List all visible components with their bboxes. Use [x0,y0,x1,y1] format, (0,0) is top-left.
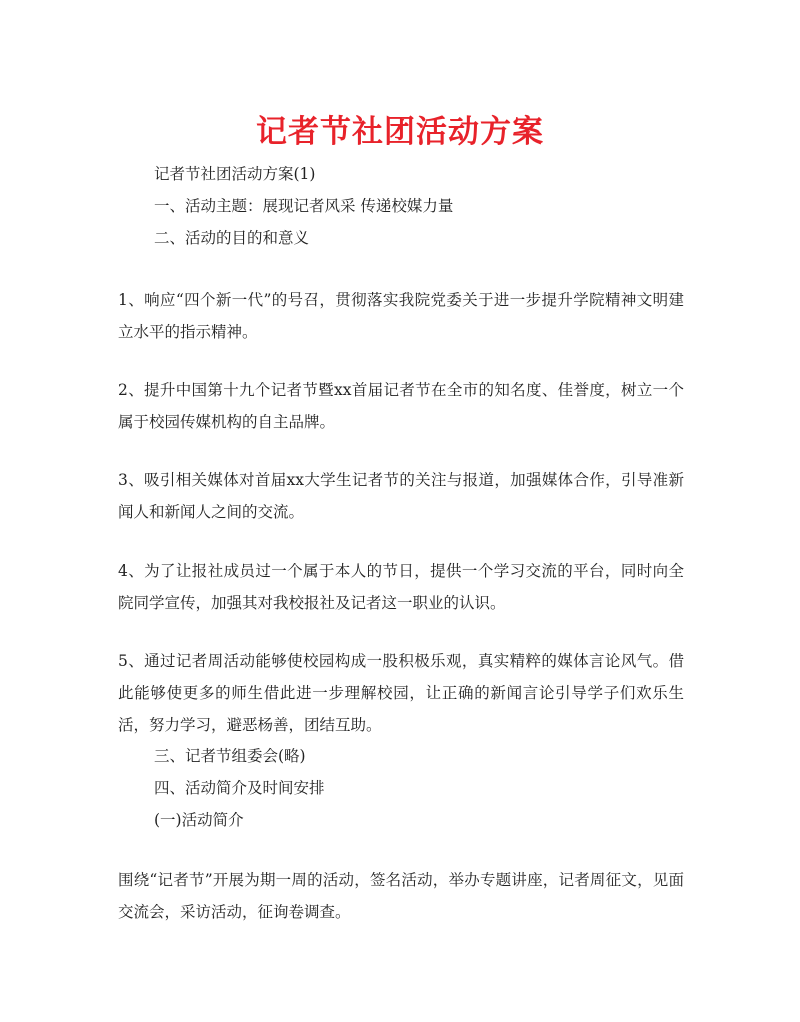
section-heading-schedule: 四、活动简介及时间安排 [154,779,325,797]
intro-paragraph: 围绕“记者节”开展为期一周的活动，签名活动，举办专题讲座，记者周征文，见面交流会，采访活动，征询卷调查。 [118,871,684,921]
purpose-item-4: 4、为了让报社成员过一个属于本人的节日，提供一个学习交流的平台，同时向全院同学宣传，加强其对我校报社及记者这一职业的认识。 [118,562,684,612]
purpose-item-3: 3、吸引相关媒体对首届xx大学生记者节的关注与报道，加强媒体合作，引导准新闻人和新闻人之间的交流。 [118,471,684,521]
document-subtitle: 记者节社团活动方案(1) [154,165,316,183]
purpose-item-5: 5、通过记者周活动能够使校园构成一股积极乐观，真实精粹的媒体言论风气。借此能够使更多的师生借此进一步理解校园，让正确的新闻言论引导学子们欢乐生活，努力学习，避恶杨善，团结互助。 [118,652,684,734]
document-title: 记者节社团活动方案 [256,114,544,150]
purpose-item-2: 2、提升中国第十九个记者节暨xx首届记者节在全市的知名度、佳誉度，树立一个属于校园传媒机构的自主品牌。 [118,381,684,431]
purpose-item-1: 1、响应“四个新一代”的号召，贯彻落实我院党委关于进一步提升学院精神文明建立水平的指示精神。 [118,291,684,341]
section-heading-purpose: 二、活动的目的和意义 [154,229,310,247]
section-heading-theme: 一、活动主题：展现记者风采 传递校媒力量 [154,197,454,215]
section-heading-committee: 三、记者节组委会(略) [154,747,306,765]
subsection-heading-intro: (一)活动简介 [154,811,244,829]
